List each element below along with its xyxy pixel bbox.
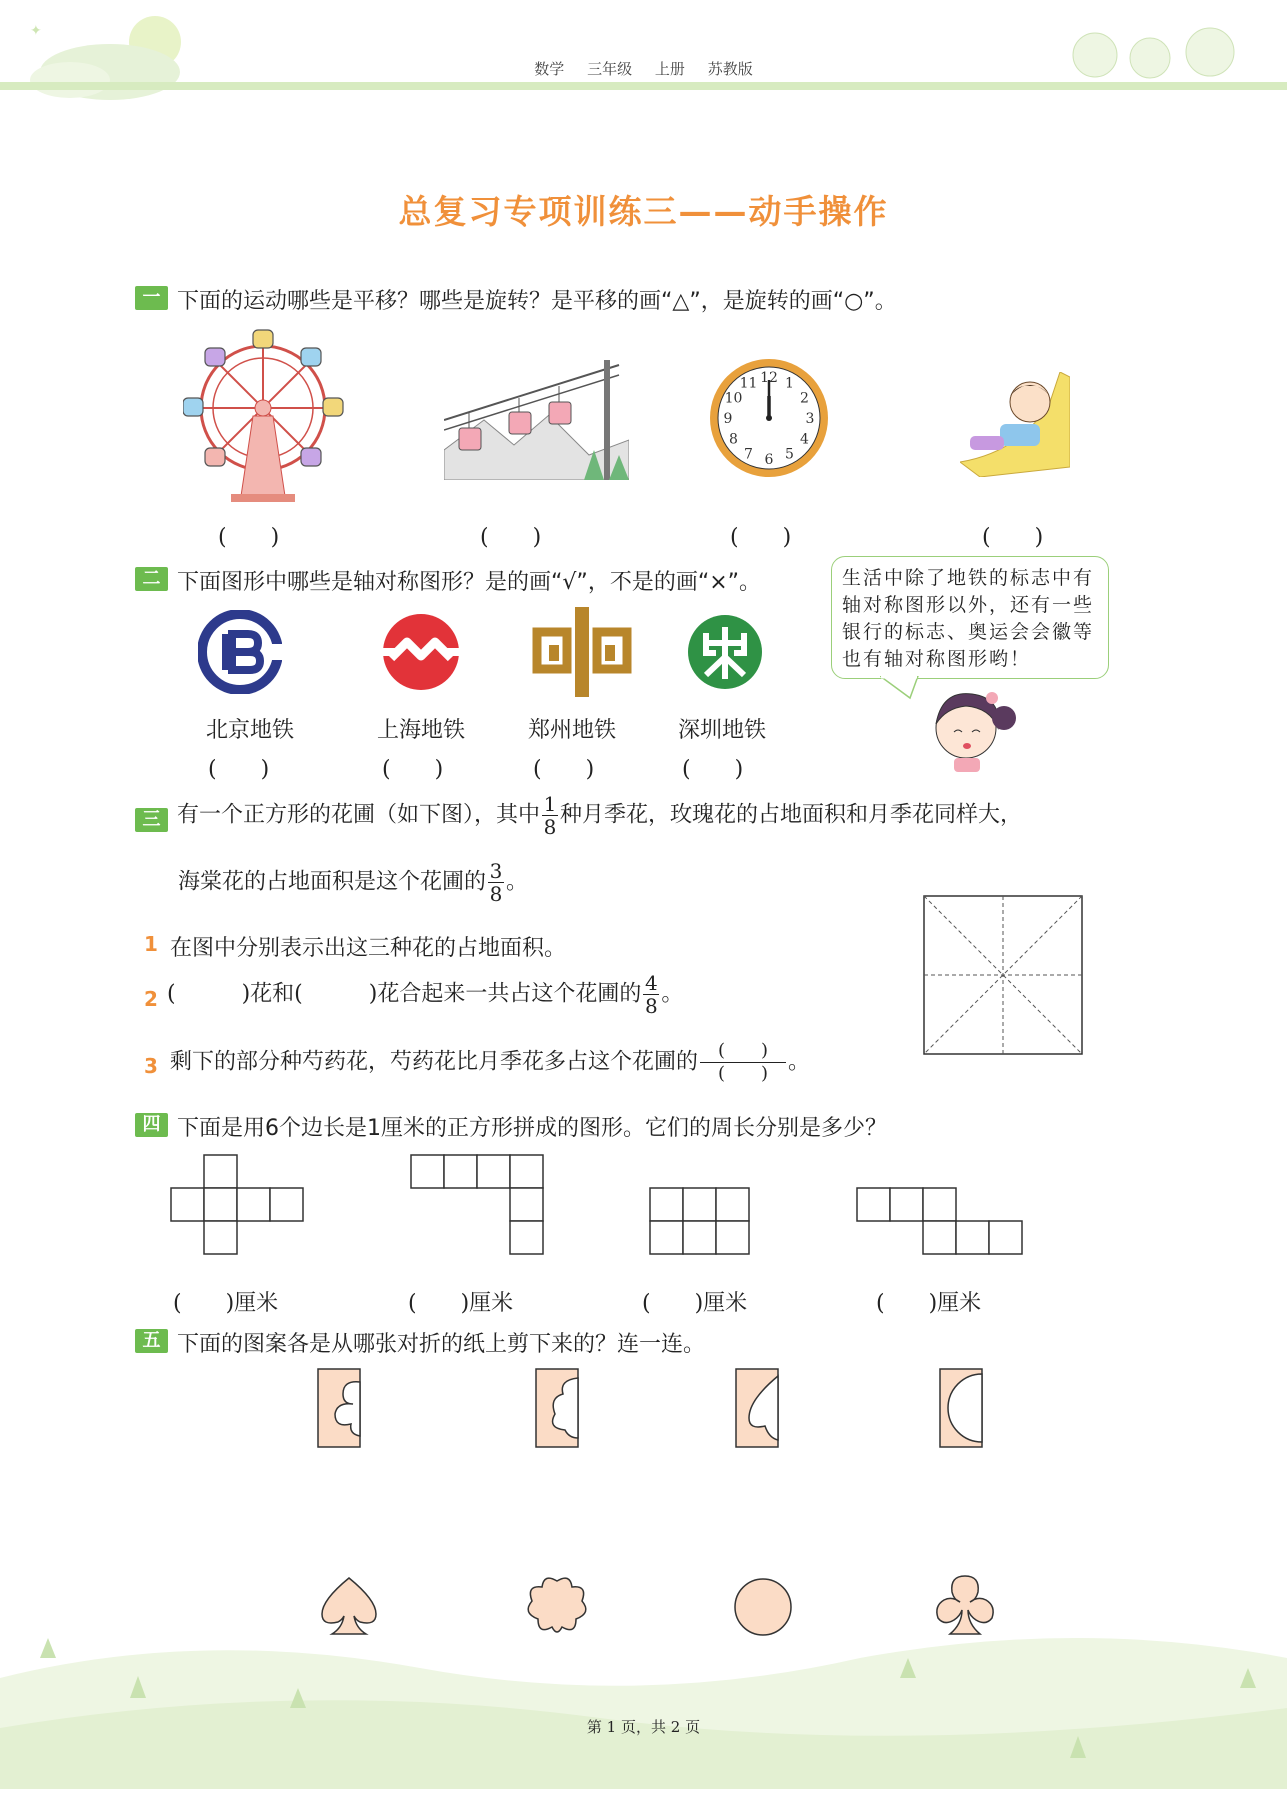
clock-numeral: 9 bbox=[723, 411, 733, 427]
q3-sub3-text bbox=[170, 1040, 810, 1085]
q4-badge: 四 bbox=[135, 1113, 168, 1137]
q3-sub1-number: 1 bbox=[144, 932, 158, 956]
fraction-three-eighths bbox=[488, 860, 504, 905]
clock-numeral: 1 bbox=[785, 375, 794, 392]
page-header bbox=[0, 58, 1287, 79]
tip-speech-bubble: 生活中除了地铁的标志中有轴对称图形以外，还有一些银行的标志、奥运会会徽等也有轴对称图形哟！ bbox=[831, 556, 1109, 679]
clock-numeral: 8 bbox=[729, 431, 738, 448]
square-figure-3 bbox=[649, 1187, 753, 1261]
q3-sub2-end: 。 bbox=[661, 981, 684, 1007]
ferris-wheel-image bbox=[183, 326, 353, 510]
q1-text: 下面的运动哪些是平移？哪些是旋转？是平移的画“△”，是旋转的画“○”。 bbox=[177, 289, 897, 314]
folded-paper-flower[interactable] bbox=[535, 1368, 579, 1452]
clock-numeral: 3 bbox=[805, 411, 815, 427]
q4-answer-4[interactable]: ( )厘米 bbox=[876, 1291, 982, 1316]
clock-numeral: 12 bbox=[760, 370, 778, 386]
q3-sub2-text[interactable] bbox=[167, 972, 683, 1017]
q4-text: 下面是用6个边长是1厘米的正方形拼成的图形。它们的周长分别是多少？ bbox=[177, 1116, 887, 1141]
logo-label-shenzhen: 深圳地铁 bbox=[677, 718, 766, 743]
q3-line-2-start: 海棠花的占地面积是这个花圃的 bbox=[178, 869, 487, 895]
q3-sub1-text: 在图中分别表示出这三种花的占地面积。 bbox=[170, 936, 567, 961]
folded-paper-clover[interactable] bbox=[317, 1368, 361, 1452]
q1-answer-4[interactable]: ( ) bbox=[982, 525, 1044, 550]
fraction-denominator: 8 bbox=[543, 815, 557, 839]
shanghai-subway-logo bbox=[381, 612, 461, 696]
q5-badge: 五 bbox=[135, 1329, 168, 1353]
cable-car-image bbox=[444, 360, 629, 484]
q2-answer-3[interactable]: ( ) bbox=[533, 757, 595, 782]
flower-bed-square[interactable] bbox=[923, 895, 1083, 1059]
header-grade: 三年级 bbox=[587, 60, 633, 78]
shenzhen-subway-logo bbox=[686, 613, 764, 695]
footer-landscape bbox=[0, 1588, 1287, 1793]
logo-label-shanghai: 上海地铁 bbox=[376, 718, 465, 743]
square-figure-1 bbox=[170, 1154, 306, 1260]
clock-numeral: 11 bbox=[739, 375, 758, 392]
q3-line-1-end: 种月季花，玫瑰花的占地面积和月季花同样大， bbox=[560, 802, 1023, 828]
slide-child-image bbox=[960, 372, 1070, 481]
clock-numeral: 6 bbox=[764, 452, 774, 468]
q3-badge: 三 bbox=[135, 808, 168, 832]
header-subject: 数学 bbox=[534, 60, 565, 78]
fraction-answer-blank[interactable] bbox=[700, 1040, 786, 1085]
page-footer: 第 1 页，共 2 页 bbox=[586, 1718, 701, 1736]
fraction-denominator: 8 bbox=[644, 994, 658, 1018]
q4-answer-1[interactable]: ( )厘米 bbox=[173, 1291, 279, 1316]
fraction-numerator: 3 bbox=[489, 859, 503, 883]
q4-answer-2[interactable]: ( )厘米 bbox=[408, 1291, 514, 1316]
q3-line-2 bbox=[178, 860, 528, 905]
header-decoration-left bbox=[0, 0, 200, 114]
q3-line-1 bbox=[177, 793, 1022, 838]
fraction-numerator: 4 bbox=[644, 971, 658, 995]
clock-image bbox=[707, 356, 831, 484]
fraction-denominator: 8 bbox=[489, 882, 503, 906]
girl-cartoon-image bbox=[922, 684, 1018, 778]
q1-badge: 一 bbox=[135, 286, 168, 310]
q3-line-2-end: 。 bbox=[506, 869, 529, 895]
svg-text:✦: ✦ bbox=[30, 23, 42, 39]
fraction-four-eighths bbox=[643, 972, 659, 1017]
folded-paper-spade[interactable] bbox=[735, 1368, 779, 1452]
q3-sub3-start: 剩下的部分种芍药花，芍药花比月季花多占这个花圃的 bbox=[170, 1049, 699, 1075]
header-edition: 苏教版 bbox=[707, 60, 753, 78]
clock-numeral: 4 bbox=[800, 431, 809, 448]
q1-answer-2[interactable]: ( ) bbox=[480, 525, 542, 550]
q2-text: 下面图形中哪些是轴对称图形？是的画“√”，不是的画“×”。 bbox=[177, 570, 762, 595]
q3-sub3-number: 3 bbox=[144, 1054, 158, 1078]
q2-answer-4[interactable]: ( ) bbox=[682, 757, 744, 782]
q3-line-1-start: 有一个正方形的花圃（如下图），其中 bbox=[177, 802, 541, 828]
folded-paper-circle[interactable] bbox=[939, 1368, 983, 1452]
beijing-subway-logo bbox=[198, 610, 282, 698]
circle-pattern[interactable] bbox=[733, 1577, 793, 1641]
q2-answer-1[interactable]: ( ) bbox=[208, 757, 270, 782]
q3-sub2-number: 2 bbox=[144, 987, 158, 1011]
clock-numeral: 5 bbox=[785, 446, 794, 463]
flower-pattern[interactable] bbox=[524, 1575, 590, 1641]
q3-sub2-start[interactable]: ( )花和( )花合起来一共占这个花圃的 bbox=[167, 981, 642, 1007]
zhengzhou-subway-logo bbox=[529, 607, 635, 701]
header-rule bbox=[0, 82, 1287, 90]
fraction-blank-denominator[interactable]: ( ) bbox=[717, 1063, 769, 1084]
q3-sub3-end: 。 bbox=[788, 1049, 811, 1075]
club-pattern[interactable] bbox=[932, 1574, 998, 1642]
logo-label-beijing: 北京地铁 bbox=[205, 718, 294, 743]
fraction-one-eighth bbox=[542, 793, 558, 838]
square-figure-4 bbox=[856, 1187, 1026, 1261]
q1-answer-1[interactable]: ( ) bbox=[218, 525, 280, 550]
fraction-numerator: 1 bbox=[543, 792, 557, 816]
spade-pattern[interactable] bbox=[316, 1576, 382, 1640]
square-figure-2 bbox=[410, 1154, 546, 1260]
clock-numeral: 2 bbox=[800, 390, 809, 407]
page-title: 总复习专项训练三——动手操作 bbox=[398, 192, 889, 231]
logo-label-zhengzhou: 郑州地铁 bbox=[527, 718, 616, 743]
q4-answer-3[interactable]: ( )厘米 bbox=[642, 1291, 748, 1316]
clock-numeral: 7 bbox=[744, 446, 753, 463]
q2-badge: 二 bbox=[135, 567, 168, 591]
header-term: 上册 bbox=[654, 60, 685, 78]
fraction-blank-numerator[interactable]: ( ) bbox=[717, 1040, 769, 1061]
bubble-tail bbox=[880, 676, 920, 704]
q5-text: 下面的图案各是从哪张对折的纸上剪下来的？连一连。 bbox=[177, 1332, 706, 1357]
clock-numeral: 10 bbox=[724, 390, 743, 407]
q1-answer-3[interactable]: ( ) bbox=[730, 525, 792, 550]
q2-answer-2[interactable]: ( ) bbox=[382, 757, 444, 782]
